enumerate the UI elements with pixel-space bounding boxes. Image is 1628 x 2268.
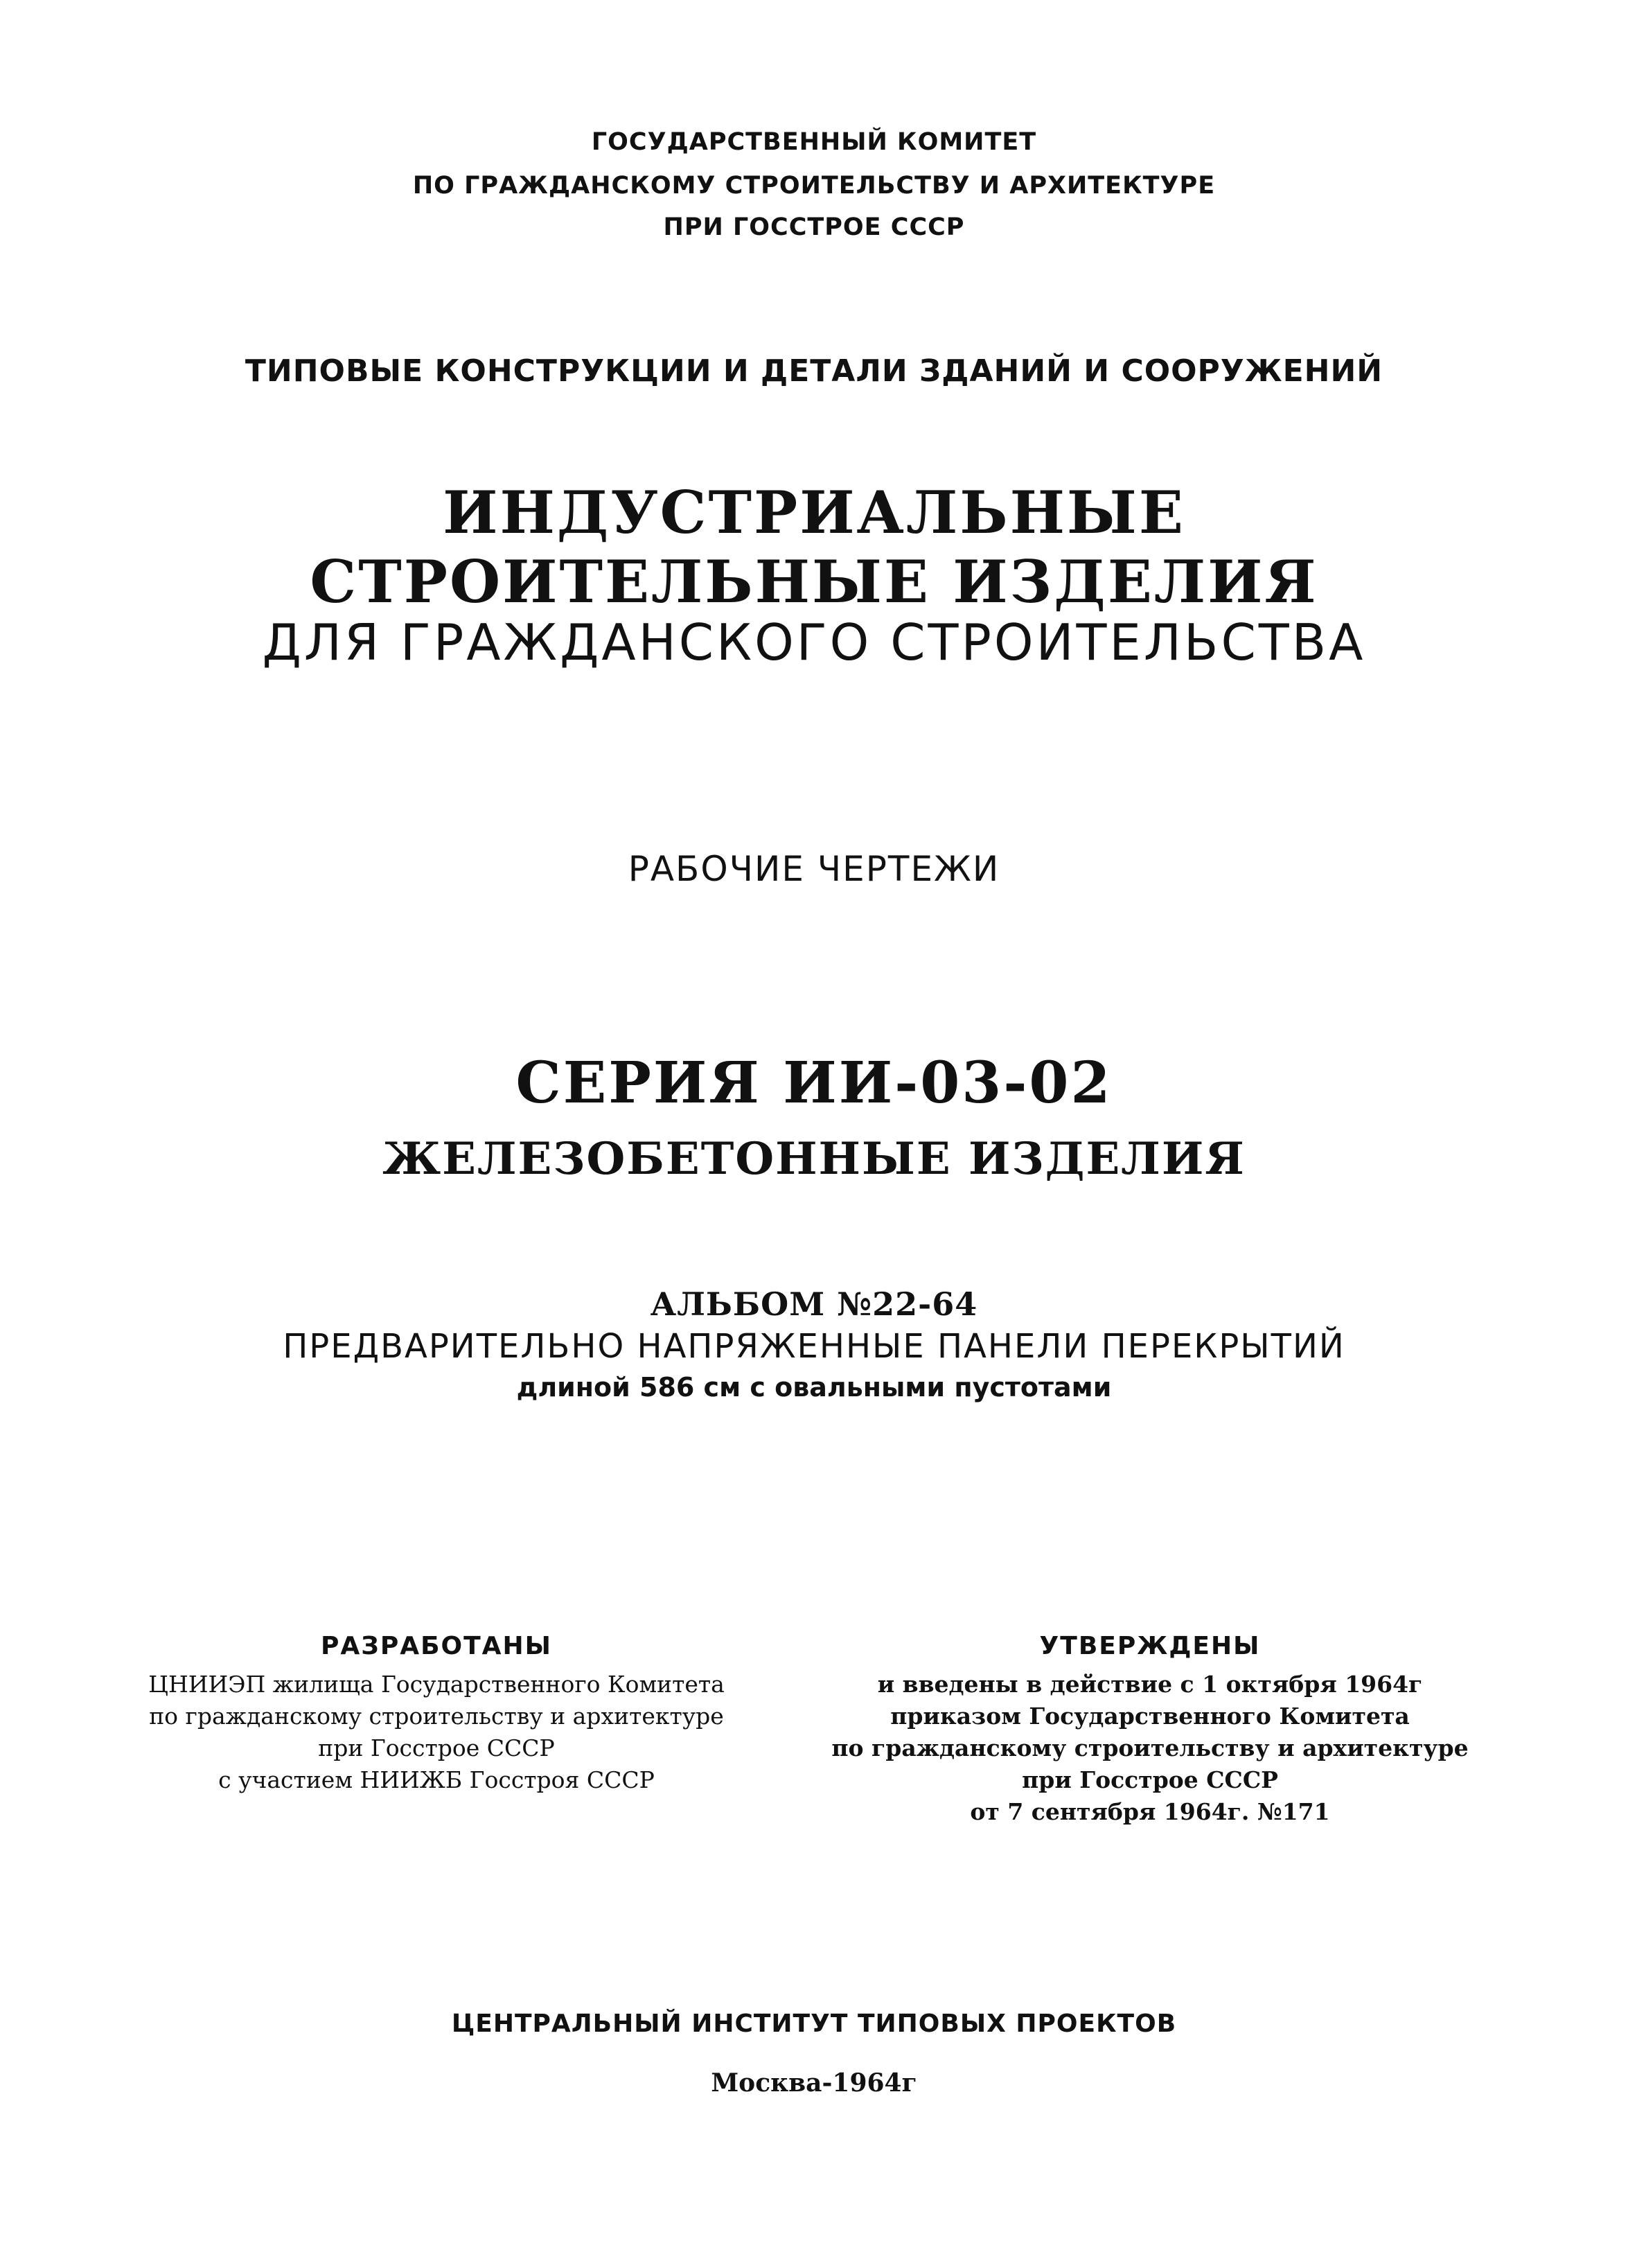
developed-line-1: ЦНИИЭП жилища Государственного Комитета [148,1671,725,1698]
approved-block [804,1632,1496,1828]
approved-line-1: и введены в действие с 1 октября 1964г [877,1671,1423,1698]
album-number: АЛЬБОМ №22-64 [650,1285,978,1323]
developed-line-2: по гражданскому строительству и архитектуре [149,1703,724,1730]
developed-line-4: с участием НИИЖБ Госстроя СССР [218,1766,655,1793]
developed-line-3: при Госстрое СССР [318,1734,555,1761]
album-subtitle: длиной 586 см с овальными пустотами [516,1372,1112,1403]
publisher-city-year: Москва-1964г [711,2068,917,2098]
series-name: ЖЕЛЕЗОБЕТОННЫЕ ИЗДЕЛИЯ [382,1133,1246,1185]
document-type: РАБОЧИЕ ЧЕРТЕЖИ [628,849,1000,889]
approved-line-4: при Госстрое СССР [1022,1766,1278,1793]
committee-line-1: ГОСУДАРСТВЕННЫЙ КОМИТЕТ [591,128,1037,156]
approved-line-3: по гражданскому строительству и архитектуре [831,1734,1469,1761]
publisher-institute: ЦЕНТРАЛЬНЫЙ ИНСТИТУТ ТИПОВЫХ ПРОЕКТОВ [451,2010,1177,2038]
committee-line-3: ПРИ ГОССТРОЕ СССР [663,213,965,241]
developed-block [90,1632,783,1796]
developed-heading: РАЗРАБОТАНЫ [321,1632,552,1660]
approved-heading: УТВЕРЖДЕНЫ [1039,1632,1261,1660]
main-title-line-2: СТРОИТЕЛЬНЫЕ ИЗДЕЛИЯ [310,547,1318,616]
approved-line-2: приказом Государственного Комитета [890,1703,1410,1730]
committee-line-2: ПО ГРАЖДАНСКОМУ СТРОИТЕЛЬСТВУ И АРХИТЕКТУРЕ [412,172,1216,200]
series-code: СЕРИЯ ИИ-03-02 [515,1050,1113,1116]
approved-line-5: от 7 сентября 1964г. №171 [970,1798,1330,1825]
main-title-line-3: ДЛЯ ГРАЖДАНСКОГО СТРОИТЕЛЬСТВА [262,613,1366,671]
album-title: ПРЕДВАРИТЕЛЬНО НАПРЯЖЕННЫЕ ПАНЕЛИ ПЕРЕКРЫТИЙ [283,1327,1345,1366]
main-title-line-1: ИНДУСТРИАЛЬНЫЕ [443,478,1185,547]
series-heading: ТИПОВЫЕ КОНСТРУКЦИИ И ДЕТАЛИ ЗДАНИЙ И СООРУЖЕНИЙ [245,353,1383,389]
